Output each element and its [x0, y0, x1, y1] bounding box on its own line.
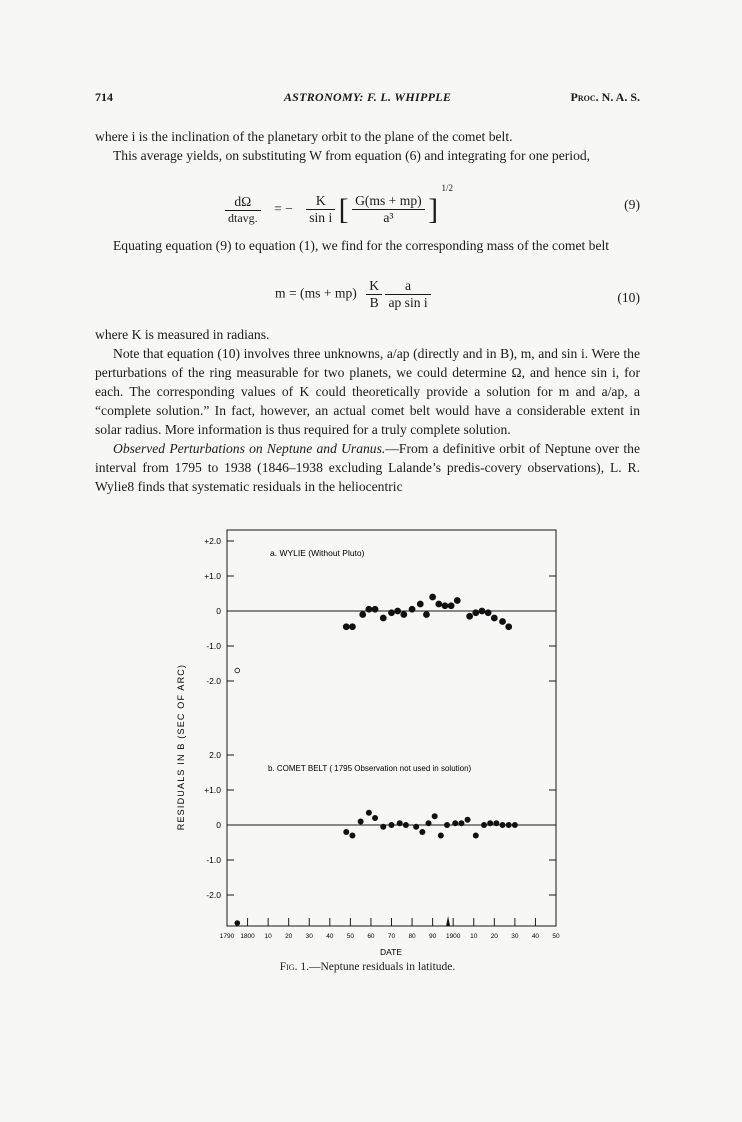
figure-1 [170, 522, 590, 992]
x-tick-label: 60 [367, 933, 375, 940]
eq9-bracket-den: a³ [383, 210, 394, 226]
eq10-fraction-2 [385, 278, 430, 311]
data-point-b [487, 820, 493, 826]
journal-name: Proc. N. A. S. [570, 90, 640, 104]
section-heading: Observed Perturbations on Neptune and Uranus. [113, 441, 386, 456]
data-point-b [506, 822, 512, 828]
data-point-a [467, 613, 473, 619]
data-point-a [430, 594, 436, 600]
eq9-bracket-fraction [352, 193, 425, 226]
residuals-chart [170, 522, 590, 962]
data-point-b [438, 833, 444, 839]
paragraph-6-text: —From a definitive orbit of Neptune over the interval from 1795 to 1938 (1846–1938 excluding Lalande’s predis-covery observations), L. R. Wylie8 finds that systematic residuals in the heliocentric [95, 441, 640, 494]
paragraph-6 [95, 439, 640, 496]
data-point-b [366, 810, 372, 816]
eq9-label: (9) [624, 197, 640, 212]
y-tick-label-a: +2.0 [204, 536, 221, 546]
data-point-a [343, 624, 349, 630]
y-tick-label-a: +1.0 [204, 571, 221, 581]
caption-lead: Fig. 1. [279, 961, 309, 973]
x-tick-label: 10 [264, 933, 272, 940]
panel-b-label: b. COMET BELT ( 1795 Observation not used in solution) [268, 764, 472, 773]
x-tick-label: 70 [387, 933, 396, 940]
y-tick-label-b: -2.0 [206, 890, 221, 900]
data-point-b [500, 822, 506, 828]
x-tick-label: 80 [408, 933, 416, 940]
eq9-coef-fraction [306, 193, 335, 226]
data-point-b [397, 820, 403, 826]
x-tick-label: 50 [552, 933, 560, 940]
data-point-a [491, 615, 497, 621]
eq10-label: (10) [617, 290, 640, 305]
data-point-a [506, 624, 512, 630]
running-title: ASTRONOMY: F. L. WHIPPLE [283, 90, 452, 104]
data-point-b [493, 820, 499, 826]
axis-marker-1795 [234, 920, 240, 926]
x-tick-label: 1790 [219, 933, 235, 940]
data-point-b [452, 820, 458, 826]
data-point-b [358, 819, 364, 825]
page-number: 714 [95, 90, 113, 104]
data-point-b [413, 824, 419, 830]
x-tick-label: 30 [305, 933, 313, 940]
paragraph-4: where K is measured in radians. [95, 327, 270, 342]
data-point-b [432, 813, 438, 819]
equation-10 [95, 278, 640, 320]
data-point-a [423, 612, 429, 618]
data-point-a [409, 606, 415, 612]
x-tick-label: 20 [490, 933, 498, 940]
eq10-fraction-1 [366, 278, 382, 311]
panel-a-label: a. WYLIE (Without Pluto) [270, 548, 365, 558]
paragraph-3: Equating equation (9) to equation (1), we find for the corresponding mass of the comet belt [113, 238, 610, 253]
page-header [95, 90, 640, 108]
data-point-b [465, 817, 471, 823]
axis-marker-spike [446, 916, 450, 926]
x-tick-label: 40 [531, 933, 540, 940]
y-tick-label-b: +1.0 [204, 785, 221, 795]
eq9-bracket-num: G(ms + mp) [352, 193, 425, 210]
eq10-f1-den: B [369, 295, 379, 310]
eq9-lhs-den: dtavg. [228, 210, 258, 225]
data-point-b [419, 829, 425, 835]
x-tick-label: 40 [326, 933, 334, 940]
data-point-b [349, 833, 355, 839]
data-point-b [444, 822, 450, 828]
x-tick-label: 10 [470, 933, 478, 940]
eq9-exponent: 1/2 [441, 183, 453, 193]
y-tick-label-a: 0 [216, 606, 221, 616]
data-point-b [512, 822, 518, 828]
eq10-f2-num: a [385, 278, 430, 295]
data-point-b [458, 820, 464, 826]
data-point-a [473, 610, 479, 616]
data-point-a [380, 615, 386, 621]
paragraph-3-block [95, 236, 640, 255]
y-tick-label-b: 0 [216, 820, 221, 830]
data-point-b [380, 824, 386, 830]
y-axis-label: RESIDUALS IN B (SEC OF ARC) [176, 663, 186, 831]
data-point-a [479, 608, 485, 614]
data-point-a [436, 601, 442, 607]
x-axis-label: DATE [379, 947, 403, 957]
y-tick-label-b: 2.0 [209, 750, 221, 760]
data-point-b [426, 820, 432, 826]
data-point-b [389, 822, 395, 828]
paragraph-1: where i is the inclination of the planetary orbit to the plane of the comet belt. [95, 129, 513, 144]
data-point-b [481, 822, 487, 828]
plot-frame [227, 530, 556, 926]
data-point-b [473, 833, 479, 839]
data-point-b [403, 822, 409, 828]
eq10-f2-den: ap sin i [388, 295, 428, 310]
data-point-a [448, 603, 454, 609]
eq9-coef-den: sin i [309, 210, 333, 226]
data-point-a [389, 610, 395, 616]
data-point-a [401, 612, 407, 618]
y-tick-label-b: -1.0 [206, 855, 221, 865]
eq9-coef-num: K [306, 193, 335, 210]
eq10-f1-num: K [366, 278, 382, 295]
eq10-lhs: m = (ms + mp) [275, 285, 357, 301]
x-tick-label: 1800 [240, 933, 255, 940]
data-point-a [372, 606, 378, 612]
x-tick-label: 20 [285, 933, 293, 940]
data-point-a [417, 601, 423, 607]
data-point-a [454, 598, 460, 604]
data-point-a [442, 603, 448, 609]
equation-9: $\frac{d\Omega}{\text{dtavg.}}$ = − $\frac{K}{\text{sin i}}$ [ $\frac{G(ms + mp)}{\text{a³}}$ ] $^{1/2}$ (9) [95, 183, 640, 229]
data-point-a [485, 610, 491, 616]
x-tick-label: 50 [346, 933, 354, 940]
paragraph-5: Note that equation (10) involves three unknowns, a/ap (directly and in B), m, and sin i. Were the perturbations of the ring measurable for two planets, we could determine Ω, and hence sin i, for each. The corresponding values of K could theoretically provide a solution for m and a/ap, a “complete solution.” In fact, however, an actual comet belt would have a considerable extent in solar radius. More information is thus required for a truly complete solution. [95, 346, 640, 437]
figure-caption [95, 961, 640, 973]
intro-text [95, 127, 640, 165]
y-tick-label-a: -2.0 [206, 676, 221, 686]
paragraph-2: This average yields, on substituting W from equation (6) and integrating for one period, [113, 148, 591, 163]
data-point-a [349, 624, 355, 630]
x-tick-label: 1900 [445, 933, 461, 940]
caption-text: —Neptune residuals in latitude. [308, 961, 456, 973]
data-point-a [500, 619, 506, 625]
eq9-lhs-num: dΩ [225, 194, 261, 211]
body-text [95, 325, 640, 496]
data-point-b [343, 829, 349, 835]
data-point-a [366, 606, 372, 612]
y-tick-label-a: -1.0 [206, 641, 221, 651]
data-point-a [235, 668, 240, 673]
data-point-b [372, 815, 378, 821]
eq9-lhs-fraction [225, 194, 261, 226]
data-point-a [360, 612, 366, 618]
data-point-a [395, 608, 401, 614]
x-tick-label: 30 [511, 933, 519, 940]
x-tick-label: 90 [429, 933, 437, 940]
